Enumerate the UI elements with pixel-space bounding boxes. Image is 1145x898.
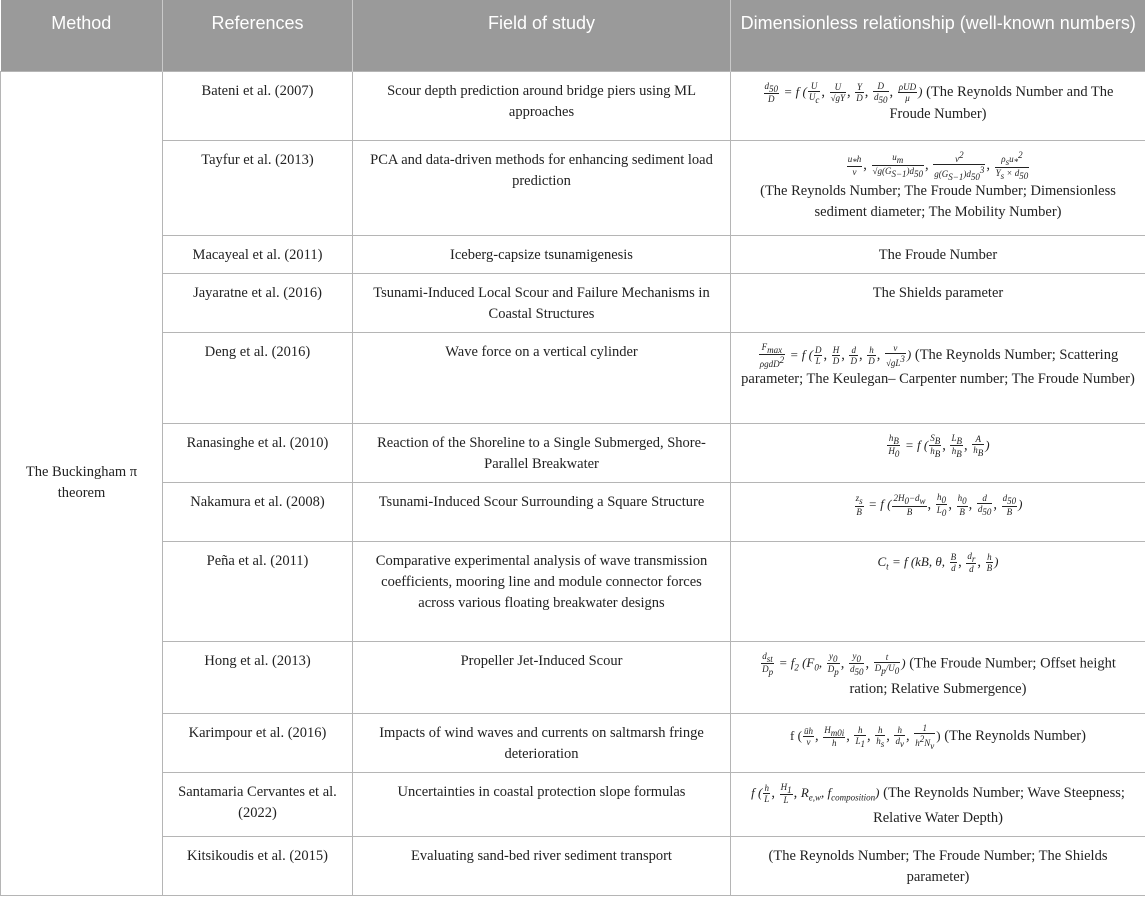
field-cell: PCA and data-driven methods for enhancing sediment load prediction xyxy=(353,140,731,235)
reference-cell: Santamaria Cervantes et al. (2022) xyxy=(163,772,353,837)
field-cell: Propeller Jet-Induced Scour xyxy=(353,641,731,713)
reference-cell: Peña et al. (2011) xyxy=(163,541,353,641)
table-row xyxy=(1,235,1145,273)
field-cell: Uncertainties in coastal protection slope formulas xyxy=(353,772,731,837)
field-cell: Reaction of the Shoreline to a Single Submerged, Shore-Parallel Breakwater xyxy=(353,423,731,482)
field-cell: Evaluating sand-bed river sediment transport xyxy=(353,837,731,896)
reference-cell: Kitsikoudis et al. (2015) xyxy=(163,837,353,896)
table-row xyxy=(1,273,1145,332)
relationship-cell: $\frac{d50}{D}$ = f ( $\frac{U}{Uc}$ , $\frac{U}{√gY}$ , $\frac{Y}{D}$ , $\frac{D}{d50}$ , ρUD μ ) (The Reynolds Number and The Froude Number) xyxy=(731,71,1145,140)
header-field-of-study: Field of study xyxy=(353,0,731,71)
reference-cell: Deng et al. (2016) xyxy=(163,332,353,423)
relationship-text: (The Froude Number; Offset height ration; Relative Submergence) xyxy=(849,655,1116,697)
header-method: Method xyxy=(1,0,163,71)
relationship-cell: Fmax ρgdD2 = f ( $\frac{D}{L}$ , $\frac{H}{D}$ , $\frac{d}{D}$ , $\frac{h}{D}$ , $\frac{\nu}{√gL3}$ ) (The Reynolds Number; Scattering parameter; The Keulegan– Carpenter number; The Froude Number) xyxy=(731,332,1145,423)
header-relationship: Dimensionless relationship (well-known numbers) xyxy=(731,0,1145,71)
relationship-cell: f ( $\frac{ūh}{\nu}$ , $\frac{Hm0i}{h}$ , $\frac{h}{L1}$ , $\frac{h}{hs}$ , $\frac{h}{dv}$ , $\frac{1}{h2Nv}$ ) (The Reynolds Number) xyxy=(731,713,1145,772)
field-cell: Tsunami-Induced Scour Surrounding a Square Structure xyxy=(353,482,731,541)
relationship-text: (The Reynolds Number and The Froude Number) xyxy=(889,83,1114,123)
relationship-cell: dst Dp = $f_2$ ($F_0$, $\frac{y0}{Dp}$ , $\frac{y0}{d50}$ , $\frac{t}{Dp/U0}$ ) (The Froude Number; Offset height ration; Relative Submergence) xyxy=(731,641,1145,713)
relationship-cell: f ( $\frac{h}{L}$ , $\frac{H1}{L}$ , $R_{e,w}$, $f_{composition}$) (The Reynolds Number; Wave Steepness; Relative Water Depth) xyxy=(731,772,1145,837)
reference-cell: Jayaratne et al. (2016) xyxy=(163,273,353,332)
relationship-cell: (The Reynolds Number; The Froude Number; The Shields parameter) xyxy=(731,837,1145,896)
relationship-text: (The Reynolds Number; Scattering parameter; The Keulegan– Carpenter number; The Froude Number) xyxy=(741,346,1135,388)
field-cell: Comparative experimental analysis of wave transmission coefficients, mooring line and module connector forces across various floating breakwater designs xyxy=(353,541,731,641)
field-cell: Scour depth prediction around bridge piers using ML approaches xyxy=(353,71,731,140)
relationship-text: (The Reynolds Number; Wave Steepness; Relative Water Depth) xyxy=(873,784,1125,827)
field-cell: Tsunami-Induced Local Scour and Failure Mechanisms in Coastal Structures xyxy=(353,273,731,332)
relationship-cell: $\frac{zs}{B}$ = f ( $\frac{2H0-dw}{B}$ , $\frac{h0}{L0}$ , $\frac{h0}{B}$ , $\frac{d}{d50}$ , $\frac{d50}{B}$ ) xyxy=(731,482,1145,541)
reference-cell: Tayfur et al. (2013) xyxy=(163,140,353,235)
field-cell: Iceberg-capsize tsunamigenesis xyxy=(353,235,731,273)
table-row xyxy=(1,772,1145,837)
reference-cell: Karimpour et al. (2016) xyxy=(163,713,353,772)
table-row xyxy=(1,423,1145,482)
relationship-cell: The Froude Number xyxy=(731,235,1145,273)
reference-cell: Ranasinghe et al. (2010) xyxy=(163,423,353,482)
field-cell: Impacts of wind waves and currents on saltmarsh fringe deterioration xyxy=(353,713,731,772)
relationship-text: (The Reynolds Number) xyxy=(944,727,1086,744)
relationship-cell: $\frac{hB}{H0}$ = f ( $\frac{SB}{hB}$ , $\frac{LB}{hB}$ , $\frac{A}{hB}$ ) xyxy=(731,423,1145,482)
relationship-text: (The Reynolds Number; The Froude Number; Dimensionless sediment diameter; The Mobility Number) xyxy=(760,183,1116,221)
reference-cell: Macayeal et al. (2011) xyxy=(163,235,353,273)
table-row xyxy=(1,140,1145,235)
field-cell: Wave force on a vertical cylinder xyxy=(353,332,731,423)
header-references: References xyxy=(163,0,353,71)
reference-cell: Nakamura et al. (2008) xyxy=(163,482,353,541)
table-row xyxy=(1,713,1145,772)
header-row xyxy=(1,0,1145,71)
table-row xyxy=(1,332,1145,423)
table-row xyxy=(1,71,1145,140)
table-row xyxy=(1,482,1145,541)
table-row xyxy=(1,837,1145,896)
reference-cell: Bateni et al. (2007) xyxy=(163,71,353,140)
table-row xyxy=(1,641,1145,713)
relationship-cell: $\frac{u*h}{\nu}$ , $\frac{um}{√g(GS-1)d50}$ , $\frac{v2}{g(GS-1)d503}$ , ρsu*2 Ys × d50 (The Reynolds Number; The Froude Number; Dimensionless sediment diameter; The Mobility Number) xyxy=(731,140,1145,235)
reference-cell: Hong et al. (2013) xyxy=(163,641,353,713)
relationship-cell: The Shields parameter xyxy=(731,273,1145,332)
method-cell: The Buckingham π theorem xyxy=(1,71,163,896)
table-row xyxy=(1,541,1145,641)
relationship-cell: $C_t = f$ (kB, θ, $\frac{B}{d}$ , $\frac{dr}{d}$ , $\frac{h}{B}$ ) xyxy=(731,541,1145,641)
